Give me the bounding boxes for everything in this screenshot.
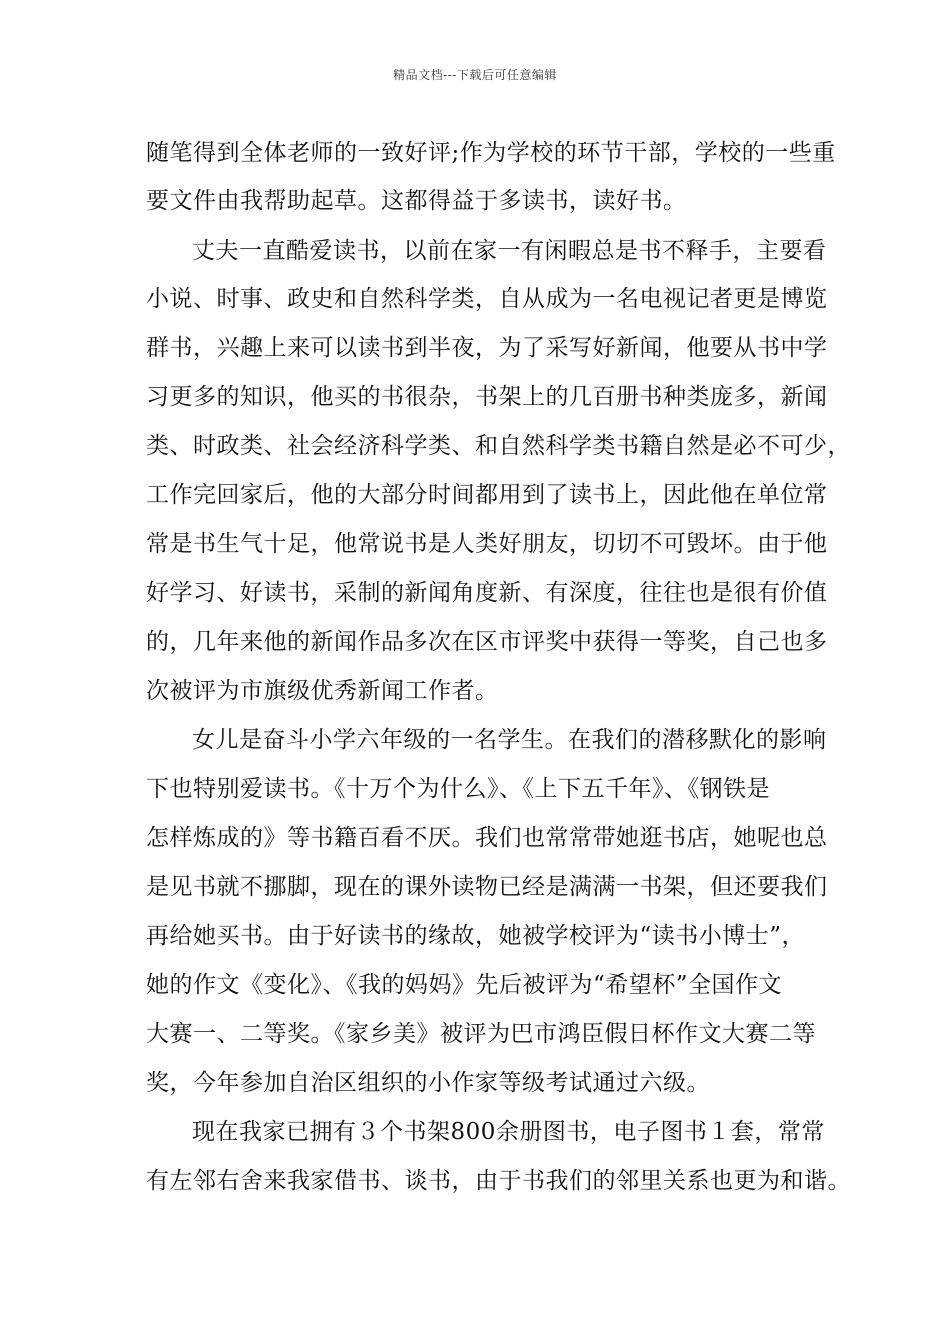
text-line: 怎样炼成的》等书籍百看不厌。我们也常常带她逛书店，她呢也总 bbox=[146, 825, 828, 851]
text-line: 群书，兴趣上来可以读书到半夜，为了采写好新闻，他要从书中学 bbox=[146, 335, 828, 361]
text-line: 有左邻右舍来我家借书、谈书，由于书我们的邻里关系也更为和谐。 bbox=[146, 1168, 851, 1194]
text-line: 大赛一、二等奖。《家乡美》被评为巴市鸿臣假日杯作文大赛二等 bbox=[146, 1021, 816, 1047]
text-line: 再给她买书。由于好读书的缘故，她被学校评为“读书小博士”， bbox=[146, 923, 806, 949]
paragraph-first-line: 女儿是奋斗小学六年级的一名学生。在我们的潜移默化的影响 bbox=[192, 727, 827, 753]
text-line: 常是书生气十足，他常说书是人类好朋友，切切不可毁坏。由于他 bbox=[146, 531, 828, 557]
paragraph-first-line: 现在我家已拥有３个书架800余册图书，电子图书１套，常常 bbox=[192, 1119, 825, 1145]
text-line: 要文件由我帮助起草。这都得益于多读书，读好书。 bbox=[146, 188, 687, 214]
text-line: 好学习、好读书，采制的新闻角度新、有深度，往往也是很有价值 bbox=[146, 580, 828, 606]
text-line: 类、时政类、社会经济科学类、和自然科学类书籍自然是必不可少， bbox=[146, 433, 851, 459]
text-line: 是见书就不挪脚，现在的课外读物已经是满满一书架，但还要我们 bbox=[146, 874, 828, 900]
text-line: 随笔得到全体老师的一致好评;作为学校的环节干部，学校的一些重 bbox=[146, 140, 836, 166]
text-line: 小说、时事、政史和自然科学类，自从成为一名电视记者更是博览 bbox=[146, 286, 828, 312]
text-line: 次被评为市旗级优秀新闻工作者。 bbox=[146, 678, 499, 704]
page-header: 精品文档---下载后可任意编辑 bbox=[393, 68, 557, 82]
text-line: 的，几年来他的新闻作品多次在区市评奖中获得一等奖，自己也多 bbox=[146, 629, 828, 655]
text-line: 习更多的知识，他买的书很杂，书架上的几百册书种类庞多，新闻 bbox=[146, 384, 828, 410]
paragraph-first-line: 丈夫一直酷爱读书，以前在家一有闲暇总是书不释手，主要看 bbox=[192, 238, 827, 264]
text-line: 奖，今年参加自治区组织的小作家等级考试通过六级。 bbox=[146, 1070, 710, 1096]
text-line: 她的作文《变化》、《我的妈妈》先后被评为“希望杯”全国作文 bbox=[146, 972, 783, 998]
text-line: 下也特别爱读书。《十万个为什么》、《上下五千年》、《钢铁是 bbox=[146, 776, 770, 802]
text-line: 工作完回家后，他的大部分时间都用到了读书上，因此他在单位常 bbox=[146, 482, 828, 508]
